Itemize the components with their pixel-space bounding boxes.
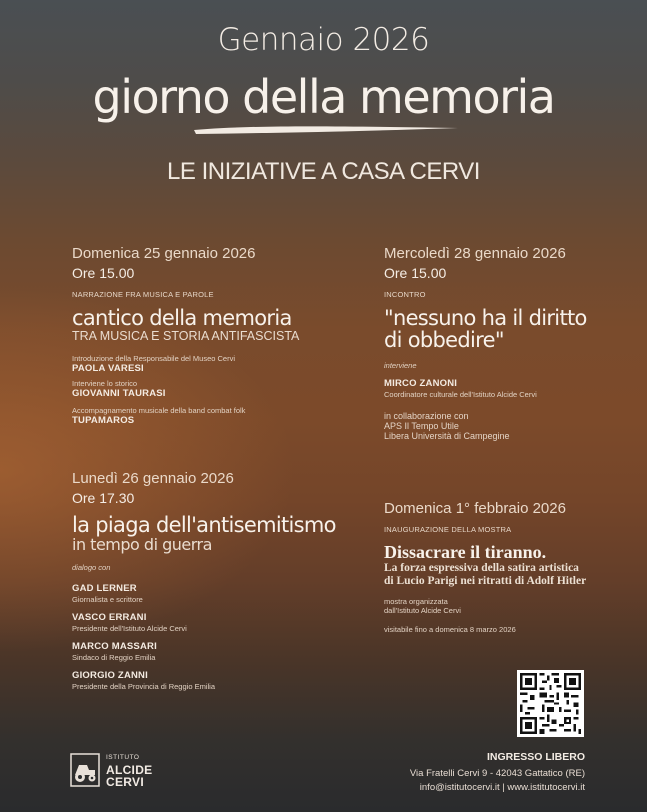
guest-item (72, 583, 362, 604)
guest-name: VASCO ERRANI (72, 612, 147, 623)
logo-text-line2: CERVI (106, 775, 144, 789)
collab-line: in collaborazione con (384, 411, 469, 421)
header-year: Gennaio 2026 (217, 22, 430, 58)
event-date: Mercoledì 28 gennaio 2026 (384, 245, 566, 262)
event-kind: INAUGURAZIONE DELLA MOSTRA (384, 525, 512, 534)
guest-item (72, 641, 362, 662)
guest-name: GAD LERNER (72, 583, 137, 594)
address: Via Fratelli Cervi 9 - 42043 Gattatico (RE) (409, 768, 585, 779)
collab-line: APS Il Tempo Utile (384, 421, 459, 431)
event-card-antisemitismo (72, 470, 362, 691)
event-time: Ore 17.30 (72, 490, 135, 506)
event-subtitle-line2: di Lucio Parigi nei ritratti di Adolf Hitler (384, 574, 587, 587)
visit-period: visitabile fino a domenica 8 marzo 2026 (384, 625, 516, 634)
event-subtitle: TRA MUSICA E STORIA ANTIFASCISTA (72, 329, 300, 343)
page-title: giorno della memoria (92, 70, 555, 124)
event-title-line1: "nessuno ha il diritto (384, 306, 587, 330)
credit-role: Accompagnamento musicale della band combat folk (72, 406, 246, 415)
event-kind: NARRAZIONE FRA MUSICA E PAROLE (72, 290, 214, 299)
event-kind: dialogo con (72, 563, 111, 572)
credits-list (72, 354, 362, 427)
event-card-cantico (72, 245, 362, 427)
page-subtitle: LE INIZIATIVE A CASA CERVI (167, 158, 480, 185)
logo-text-small: ISTITUTO (106, 754, 140, 761)
title-underline-stroke (192, 122, 460, 136)
istituto-cervi-logo (70, 752, 152, 788)
credit-role: Interviene lo storico (72, 379, 138, 388)
organizer-line1: mostra organizzata (384, 597, 448, 606)
event-date: Domenica 25 gennaio 2026 (72, 245, 256, 262)
intervenes-label: interviene (384, 361, 417, 370)
credit-name: GIOVANNI TAURASI (72, 388, 166, 399)
event-subtitle: in tempo di guerra (72, 535, 212, 554)
guest-name: MARCO MASSARI (72, 641, 157, 652)
collaboration-block (384, 411, 624, 441)
credit-name: PAOLA VARESI (72, 363, 144, 374)
event-time: Ore 15.00 (384, 265, 447, 281)
organizer-line2: dall'Istituto Alcide Cervi (384, 606, 461, 615)
guest-list (72, 583, 362, 691)
event-subtitle-line1: La forza espressiva della satira artistica (384, 562, 579, 574)
event-title: la piaga dell'antisemitismo (72, 513, 336, 537)
event-date: Domenica 1° febbraio 2026 (384, 500, 566, 517)
collab-line: Libera Università di Campegine (384, 431, 510, 441)
event-title: cantico della memoria (72, 306, 292, 330)
event-card-dissacrare (384, 500, 624, 634)
speaker-name: MIRCO ZANONI (384, 378, 458, 389)
guest-item (72, 670, 362, 691)
guest-role: Giornalista e scrittore (72, 595, 143, 604)
contacts-link[interactable]: info@istitutocervi.it | www.istitutocervi.it (419, 782, 585, 793)
logo-text (106, 752, 152, 788)
logo-text-line1: ALCIDE (106, 763, 153, 777)
free-entry-label: INGRESSO LIBERO (486, 751, 585, 763)
qr-code[interactable] (517, 670, 584, 737)
speaker-role: Coordinatore culturale dell'Istituto Alcide Cervi (384, 390, 537, 399)
guest-role: Presidente dell'Istituto Alcide Cervi (72, 624, 187, 633)
event-date: Lunedì 26 gennaio 2026 (72, 470, 234, 487)
tractor-logo-icon (70, 753, 100, 787)
guest-role: Presidente della Provincia di Reggio Emilia (72, 682, 215, 691)
qr-code-icon (520, 673, 581, 734)
credit-role: Introduzione della Responsabile del Museo Cervi (72, 354, 236, 363)
guest-item (72, 612, 362, 633)
event-time: Ore 15.00 (72, 265, 135, 281)
event-kind: INCONTRO (384, 290, 426, 299)
guest-role: Sindaco di Reggio Emilia (72, 653, 156, 662)
credit-name: TUPAMAROS (72, 415, 135, 426)
event-title-line2: di obbedire" (384, 328, 504, 352)
guest-name: GIORGIO ZANNI (72, 670, 148, 681)
event-title: Dissacrare il tiranno. (384, 542, 547, 562)
event-card-nessuno (384, 245, 624, 441)
